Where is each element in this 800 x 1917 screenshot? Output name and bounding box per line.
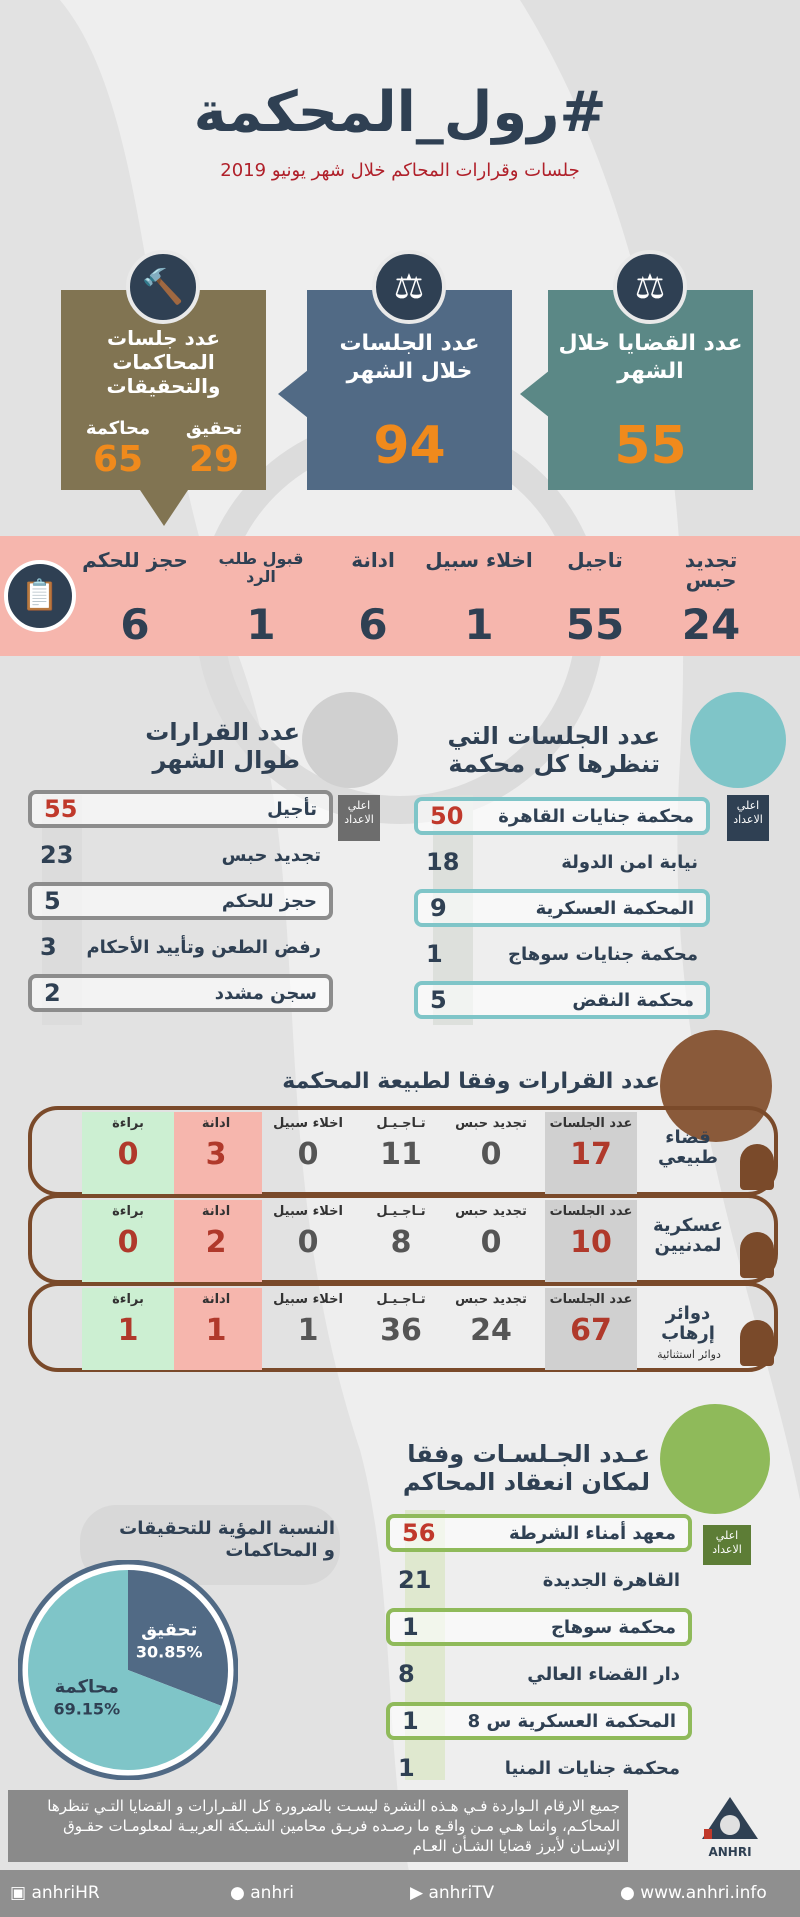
list-row (386, 1655, 692, 1693)
row-label: المحكمة العسكرية (535, 897, 694, 919)
court-type-value: 10 (570, 1225, 612, 1260)
court-type-col-label: ادانة (201, 1116, 231, 1131)
anhri-logo-icon (700, 1795, 760, 1841)
row-label: دار القضاء العالي (527, 1663, 680, 1685)
court-type-value: 36 (380, 1313, 422, 1348)
location-title-line: عـدد الجـلسـات وفقا (407, 1440, 650, 1468)
court-type-col-label: تجديد حبس (455, 1116, 527, 1131)
court-type-col-label: اخلاء سبيل (273, 1292, 343, 1307)
row-value: 8 (398, 1660, 415, 1688)
row-label: معهد أمناء الشرطة (508, 1522, 676, 1544)
youtube-handle: anhriTV (428, 1883, 495, 1903)
decision-item (540, 550, 650, 649)
list-row (386, 1702, 692, 1740)
court-type-col-label: عدد الجلسات (549, 1116, 633, 1131)
decision-label: قبول طلب الرد (218, 549, 304, 586)
trials-sub-values (61, 418, 266, 488)
twitter-link[interactable]: ● anhri (230, 1883, 294, 1903)
footer-note: جميع الارقام الـواردة فـي هـذه النشرة ليسـت بالضرورة كل القـرارات و القضايا التـي تنظرها المحاكـم، وانما هـي مـن واقـع ما رصـده فريـق محامين الشـبكة العربيـة لمعلومـات حقـوق الإنسـان لأبرز قضايا الشـأن العـام (8, 1790, 628, 1862)
court-type-cell (545, 1200, 637, 1282)
decision-value: 1 (464, 600, 494, 649)
court-type-cell (545, 1288, 637, 1370)
row-label: تجديد حبس (221, 844, 321, 866)
court-type-name: عسكرية لمدنيين (653, 1215, 723, 1256)
location-title-line: لمكان انعقاد المحاكم (402, 1468, 650, 1496)
sessions-value: 94 (373, 416, 446, 476)
youtube-link[interactable]: ▶ anhriTV (410, 1883, 495, 1903)
page-title: #رول_المحكمة (193, 80, 607, 145)
list-row (28, 836, 333, 874)
decision-value: 55 (565, 600, 625, 649)
row-value: 18 (426, 848, 460, 876)
court-type-name: دوائر إرهاب (661, 1303, 715, 1344)
row-value: 1 (402, 1613, 419, 1641)
row-value: 56 (402, 1519, 436, 1547)
decision-item (80, 550, 190, 649)
cases-label: عدد القضايا خلال الشهر (558, 331, 743, 384)
logo-text: ANHRI (708, 1845, 752, 1859)
row-value: 21 (398, 1566, 432, 1594)
list-row (386, 1608, 692, 1646)
scale-icon: ⚖ (372, 250, 446, 324)
court-type-cell (445, 1200, 537, 1282)
row-value: 23 (40, 841, 74, 869)
row-label: القاهرة الجديدة (542, 1569, 680, 1591)
row-value: 50 (430, 802, 464, 830)
investigation-label: تحقيق (185, 418, 243, 439)
top-count-badge: اعلي الاعداد (703, 1525, 751, 1565)
court-type-value: 3 (205, 1137, 227, 1172)
court-type-col-label: تـاجـيـل (376, 1204, 426, 1219)
decision-label: ادانة (351, 548, 395, 572)
website-url: www.anhri.info (640, 1883, 767, 1903)
decisions-month-title (100, 718, 300, 774)
decision-label: اخلاء سبيل (425, 548, 533, 572)
sessions-court-title (430, 722, 660, 778)
page-subtitle: جلسات وقرارات المحاكم خلال شهر يونيو 2019 (220, 160, 580, 181)
decision-value: 1 (246, 600, 276, 649)
list-row (414, 935, 710, 973)
trials-label: عدد جلسات المحاكمات والتحقيقات (106, 326, 221, 398)
decision-value: 6 (358, 600, 388, 649)
court-type-value: 24 (470, 1313, 512, 1348)
top-count-badge: اعلي الاعداد (727, 795, 769, 841)
court-type-person-icon (740, 1232, 774, 1278)
decisions-month-title-line: طوال الشهر (152, 746, 300, 774)
court-type-value: 0 (297, 1137, 319, 1172)
row-label: نيابة امن الدولة (561, 851, 698, 873)
court-type-value: 0 (480, 1137, 502, 1172)
row-label: محكمة جنايات سوهاج (508, 943, 698, 965)
list-row (28, 974, 333, 1012)
court-type-value: 11 (380, 1137, 422, 1172)
court-type-value: 0 (117, 1137, 139, 1172)
court-type-value: 1 (205, 1313, 227, 1348)
cases-value: 55 (614, 416, 687, 476)
row-value: 5 (430, 986, 447, 1014)
court-type-cell (355, 1200, 447, 1282)
pie-value-0: 30.85% (135, 1642, 203, 1662)
row-label: المحكمة العسكرية س 8 (467, 1710, 676, 1732)
pie-value-1: 69.15% (53, 1699, 121, 1719)
court-type-col-label: تـاجـيـل (376, 1292, 426, 1307)
court-type-col-label: تجديد حبس (455, 1292, 527, 1307)
court-type-col-label: براءة (112, 1204, 144, 1219)
court-type-col-label: اخلاء سبيل (273, 1116, 343, 1131)
cases-pointer (520, 370, 550, 418)
court-type-cell (170, 1112, 262, 1194)
location-title (400, 1440, 650, 1496)
decision-label: تاجيل (567, 548, 623, 572)
decisions-month-title-line: عدد القرارات (145, 718, 300, 746)
trials-pointer (140, 490, 188, 526)
trial-value: 65 (92, 439, 144, 480)
list-row (414, 889, 710, 927)
sessions-label: عدد الجلسات خلال الشهر (339, 331, 480, 384)
court-type-col-label: اخلاء سبيل (273, 1204, 343, 1219)
decision-label: تجديد حبس (684, 548, 738, 592)
list-row (386, 1561, 692, 1599)
website-link[interactable]: ● www.anhri.info (620, 1883, 767, 1903)
court-type-name: قضاء طبيعي (657, 1127, 719, 1168)
court-type-cell (355, 1288, 447, 1370)
row-value: 3 (40, 933, 57, 961)
court-type-cell (82, 1288, 174, 1370)
court-type-sub: دوائر استثنائية (657, 1348, 721, 1361)
investigation-value: 29 (188, 439, 240, 480)
court-type-cell (82, 1112, 174, 1194)
list-row (414, 797, 710, 835)
list-row (386, 1749, 692, 1787)
facebook-handle: anhriHR (31, 1883, 100, 1903)
social-bar (0, 1870, 800, 1917)
court-type-title: عدد القرارات وفقا لطبيعة المحكمة (282, 1069, 660, 1094)
sessions-pointer (278, 370, 308, 418)
court-type-col-label: براءة (112, 1116, 144, 1131)
top-count-badge: اعلي الاعداد (338, 795, 380, 841)
court-type-cell (355, 1112, 447, 1194)
court-type-value: 1 (117, 1313, 139, 1348)
court-type-col-label: براءة (112, 1292, 144, 1307)
row-label: محكمة سوهاج (550, 1616, 676, 1638)
pie-label-0: تحقيق (141, 1619, 198, 1641)
list-row (414, 843, 710, 881)
decision-value: 6 (120, 600, 150, 649)
court-type-cell (170, 1200, 262, 1282)
twitter-handle: anhri (250, 1883, 294, 1903)
decision-item (656, 550, 766, 649)
court-type-value: 0 (297, 1225, 319, 1260)
court-type-cell (262, 1288, 354, 1370)
court-type-value: 8 (390, 1225, 412, 1260)
row-value: 55 (44, 795, 78, 823)
court-type-cell (545, 1112, 637, 1194)
row-value: 9 (430, 894, 447, 922)
gavel-icon: 🔨 (126, 250, 200, 324)
row-label: محكمة جنايات المنيا (504, 1757, 680, 1779)
court-type-col-label: تجديد حبس (455, 1204, 527, 1219)
trial-label: محاكمة (85, 418, 151, 439)
document-scale-icon: ⚖ (613, 250, 687, 324)
list-row (28, 790, 333, 828)
row-label: سجن مشدد (214, 982, 317, 1004)
row-label: محكمة جنايات القاهرة (498, 805, 694, 827)
row-value: 1 (426, 940, 443, 968)
court-type-cell (445, 1288, 537, 1370)
gavel-badge-icon (302, 692, 398, 788)
court-type-col-label: عدد الجلسات (549, 1204, 633, 1219)
row-label: تأجيل (267, 798, 317, 820)
courthouse-icon (660, 1404, 770, 1514)
court-type-cell (262, 1200, 354, 1282)
row-label: حجز للحكم (221, 890, 317, 912)
row-label: رفض الطعن وتأييد الأحكام (86, 936, 321, 958)
list-row (386, 1514, 692, 1552)
decision-label: حجز للحكم (82, 548, 188, 572)
court-type-person-icon (740, 1320, 774, 1366)
court-type-col-label: تـاجـيـل (376, 1116, 426, 1131)
anhri-logo (680, 1795, 780, 1865)
court-type-person-icon (740, 1144, 774, 1190)
court-type-value: 0 (480, 1225, 502, 1260)
court-type-value: 2 (205, 1225, 227, 1260)
court-type-col-label: عدد الجلسات (549, 1292, 633, 1307)
court-type-value: 1 (297, 1313, 319, 1348)
row-value: 5 (44, 887, 61, 915)
decisions-bar (0, 536, 800, 656)
court-type-col-label: ادانة (201, 1204, 231, 1219)
decision-item (206, 550, 316, 649)
court-type-value: 67 (570, 1313, 612, 1348)
list-row (28, 928, 333, 966)
row-value: 1 (398, 1754, 415, 1782)
list-row (414, 981, 710, 1019)
decision-item (424, 550, 534, 649)
pie-label-1: محاكمة (54, 1676, 119, 1698)
pie-chart (18, 1560, 238, 1780)
court-type-cell (445, 1112, 537, 1194)
sessions-court-title-line: عدد الجلسات التي (447, 722, 660, 750)
list-row (28, 882, 333, 920)
scale-badge-icon (690, 692, 786, 788)
row-value: 1 (402, 1707, 419, 1735)
court-type-col-label: ادانة (201, 1292, 231, 1307)
facebook-link[interactable]: ▣ anhriHR (10, 1883, 100, 1903)
row-label: محكمة النقض (572, 989, 694, 1011)
court-type-cell (82, 1200, 174, 1282)
row-value: 2 (44, 979, 61, 1007)
clipboard-gavel-icon: 📋 (4, 560, 76, 632)
court-type-value: 17 (570, 1137, 612, 1172)
pie-title: النسبة المؤية للتحقيقات و المحاكمات (119, 1518, 335, 1561)
sessions-court-title-line: تنظرها كل محكمة (448, 750, 660, 778)
court-type-cell (262, 1112, 354, 1194)
court-type-value: 0 (117, 1225, 139, 1260)
decision-value: 24 (681, 600, 741, 649)
court-type-cell (170, 1288, 262, 1370)
decision-item (318, 550, 428, 649)
